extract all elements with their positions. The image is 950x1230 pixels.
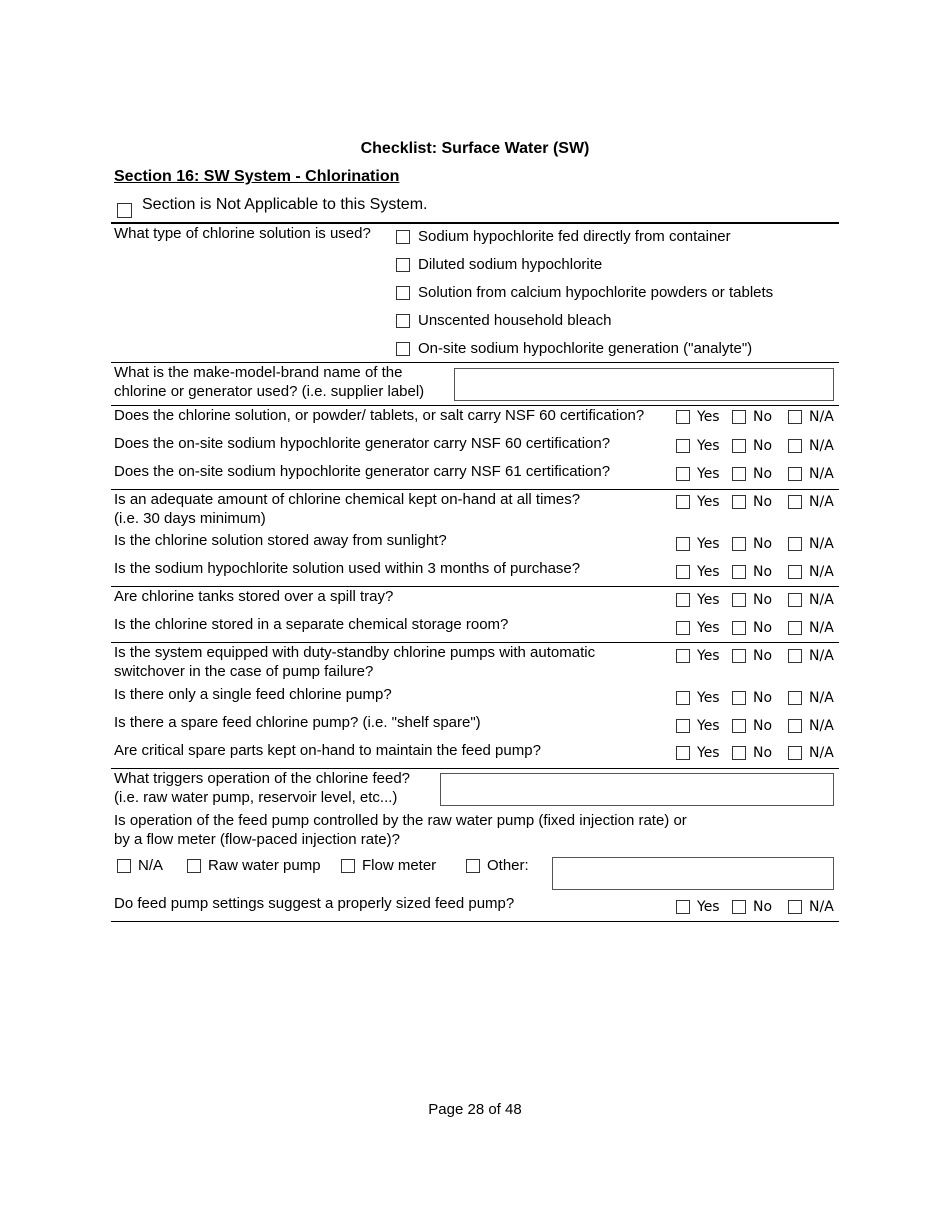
other-input[interactable]	[552, 857, 834, 890]
yes-checkbox[interactable]	[676, 900, 690, 914]
yes-label: Yes	[697, 899, 720, 915]
no-label: No	[753, 564, 773, 580]
yes-label: Yes	[697, 438, 720, 454]
no-label: No	[753, 648, 773, 664]
no-label: No	[753, 745, 773, 761]
yes-label: Yes	[697, 564, 720, 580]
question-text: Do feed pump settings suggest a properly sized feed pump?	[114, 895, 515, 912]
yes-checkbox[interactable]	[676, 593, 690, 607]
no-checkbox[interactable]	[732, 900, 746, 914]
na-label: N/A	[809, 409, 834, 425]
flow-meter-label: Flow meter	[362, 857, 437, 874]
option-label: Diluted sodium hypochlorite	[418, 256, 603, 273]
option-checkbox[interactable]	[396, 230, 410, 244]
option-label: Unscented household bleach	[418, 312, 612, 329]
na-label: N/A	[809, 466, 834, 482]
na-label: N/A	[809, 745, 834, 761]
option-label: On-site sodium hypochlorite generation ("analyte")	[418, 340, 753, 357]
na-checkbox[interactable]	[788, 691, 802, 705]
feed-control-question-line2: by a flow meter (flow-paced injection rate)?	[114, 831, 400, 848]
option-label: Solution from calcium hypochlorite powders or tablets	[418, 284, 774, 301]
yes-checkbox[interactable]	[676, 495, 690, 509]
raw-water-pump-label: Raw water pump	[208, 857, 321, 874]
question-text: Is the system equipped with duty-standby chlorine pumps with automatic	[114, 644, 596, 661]
not-applicable-checkbox[interactable]	[117, 203, 132, 218]
na-checkbox[interactable]	[788, 439, 802, 453]
yes-label: Yes	[697, 690, 720, 706]
no-checkbox[interactable]	[732, 410, 746, 424]
na-checkbox[interactable]	[788, 900, 802, 914]
na-checkbox[interactable]	[788, 621, 802, 635]
na-label: N/A	[809, 899, 834, 915]
yes-checkbox[interactable]	[676, 410, 690, 424]
no-checkbox[interactable]	[732, 621, 746, 635]
yes-checkbox[interactable]	[676, 746, 690, 760]
na-label: N/A	[809, 536, 834, 552]
question-text: Is there a spare feed chlorine pump? (i.e. "shelf spare")	[114, 714, 481, 731]
no-label: No	[753, 536, 773, 552]
question-text: Are chlorine tanks stored over a spill tray?	[114, 588, 394, 605]
triggers-question-line2: (i.e. raw water pump, reservoir level, etc...)	[114, 789, 398, 806]
no-checkbox[interactable]	[732, 439, 746, 453]
yes-label: Yes	[697, 648, 720, 664]
yes-label: Yes	[697, 745, 720, 761]
no-label: No	[753, 718, 773, 734]
question-text: Does the chlorine solution, or powder/ tablets, or salt carry NSF 60 certification?	[114, 407, 645, 424]
yes-checkbox[interactable]	[676, 621, 690, 635]
make-model-input[interactable]	[454, 368, 834, 401]
feed-control-question: Is operation of the feed pump controlled by the raw water pump (fixed injection rate) or	[114, 812, 687, 829]
na-checkbox[interactable]	[788, 467, 802, 481]
raw-water-pump-checkbox[interactable]	[187, 859, 201, 873]
section-title: Section 16: SW System - Chlorination	[114, 168, 400, 185]
na-label: N/A	[809, 494, 834, 510]
make-model-question: What is the make-model-brand name of the	[114, 364, 403, 381]
question-text: Is an adequate amount of chlorine chemical kept on-hand at all times?	[114, 491, 581, 508]
no-checkbox[interactable]	[732, 691, 746, 705]
yes-label: Yes	[697, 466, 720, 482]
divider	[111, 921, 839, 922]
not-applicable-label: Section is Not Applicable to this System.	[142, 196, 428, 213]
option-checkbox[interactable]	[396, 314, 410, 328]
yes-label: Yes	[697, 592, 720, 608]
question-text: Is the chlorine stored in a separate chemical storage room?	[114, 616, 509, 633]
question-text: Is there only a single feed chlorine pump?	[114, 686, 392, 703]
triggers-input[interactable]	[440, 773, 834, 806]
no-checkbox[interactable]	[732, 719, 746, 733]
na-label: N/A	[809, 718, 834, 734]
no-label: No	[753, 620, 773, 636]
yes-label: Yes	[697, 409, 720, 425]
no-checkbox[interactable]	[732, 593, 746, 607]
page-number: Page 28 of 48	[428, 1101, 522, 1118]
question-text: Is the chlorine solution stored away from sunlight?	[114, 532, 447, 549]
na-checkbox[interactable]	[788, 495, 802, 509]
feed-na-checkbox[interactable]	[117, 859, 131, 873]
no-label: No	[753, 592, 773, 608]
na-checkbox[interactable]	[788, 537, 802, 551]
yes-checkbox[interactable]	[676, 537, 690, 551]
page-title: Checklist: Surface Water (SW)	[360, 140, 590, 157]
flow-meter-checkbox[interactable]	[341, 859, 355, 873]
no-checkbox[interactable]	[732, 565, 746, 579]
option-label: Sodium hypochlorite fed directly from container	[418, 228, 731, 245]
yes-label: Yes	[697, 620, 720, 636]
option-checkbox[interactable]	[396, 286, 410, 300]
yes-label: Yes	[697, 536, 720, 552]
na-label: N/A	[809, 620, 834, 636]
na-checkbox[interactable]	[788, 746, 802, 760]
no-label: No	[753, 690, 773, 706]
no-label: No	[753, 409, 773, 425]
question-text: Does the on-site sodium hypochlorite generator carry NSF 60 certification?	[114, 435, 611, 452]
make-model-question-line2: chlorine or generator used? (i.e. supplier label)	[114, 383, 425, 400]
question-text: Is the sodium hypochlorite solution used within 3 months of purchase?	[114, 560, 581, 577]
na-label: N/A	[809, 648, 834, 664]
yes-checkbox[interactable]	[676, 565, 690, 579]
feed-na-label: N/A	[138, 857, 164, 874]
other-label: Other:	[487, 857, 529, 874]
na-checkbox[interactable]	[788, 719, 802, 733]
yes-label: Yes	[697, 718, 720, 734]
question-text: Does the on-site sodium hypochlorite generator carry NSF 61 certification?	[114, 463, 611, 480]
other-checkbox[interactable]	[466, 859, 480, 873]
no-checkbox[interactable]	[732, 746, 746, 760]
no-label: No	[753, 899, 773, 915]
yes-checkbox[interactable]	[676, 691, 690, 705]
option-checkbox[interactable]	[396, 258, 410, 272]
na-label: N/A	[809, 564, 834, 580]
yes-checkbox[interactable]	[676, 719, 690, 733]
na-label: N/A	[809, 438, 834, 454]
na-label: N/A	[809, 592, 834, 608]
no-checkbox[interactable]	[732, 649, 746, 663]
na-checkbox[interactable]	[788, 593, 802, 607]
no-label: No	[753, 466, 773, 482]
no-checkbox[interactable]	[732, 495, 746, 509]
chlorine-type-question: What type of chlorine solution is used?	[114, 225, 371, 242]
no-label: No	[753, 494, 773, 510]
yes-checkbox[interactable]	[676, 439, 690, 453]
na-checkbox[interactable]	[788, 410, 802, 424]
yes-checkbox[interactable]	[676, 649, 690, 663]
na-label: N/A	[809, 690, 834, 706]
na-checkbox[interactable]	[788, 649, 802, 663]
no-label: No	[753, 438, 773, 454]
question-text-line2: switchover in the case of pump failure?	[114, 663, 374, 680]
question-text-line2: (i.e. 30 days minimum)	[114, 510, 266, 527]
no-checkbox[interactable]	[732, 467, 746, 481]
no-checkbox[interactable]	[732, 537, 746, 551]
option-checkbox[interactable]	[396, 342, 410, 356]
question-text: Are critical spare parts kept on-hand to maintain the feed pump?	[114, 742, 541, 759]
yes-label: Yes	[697, 494, 720, 510]
na-checkbox[interactable]	[788, 565, 802, 579]
triggers-question: What triggers operation of the chlorine feed?	[114, 770, 411, 787]
yes-checkbox[interactable]	[676, 467, 690, 481]
